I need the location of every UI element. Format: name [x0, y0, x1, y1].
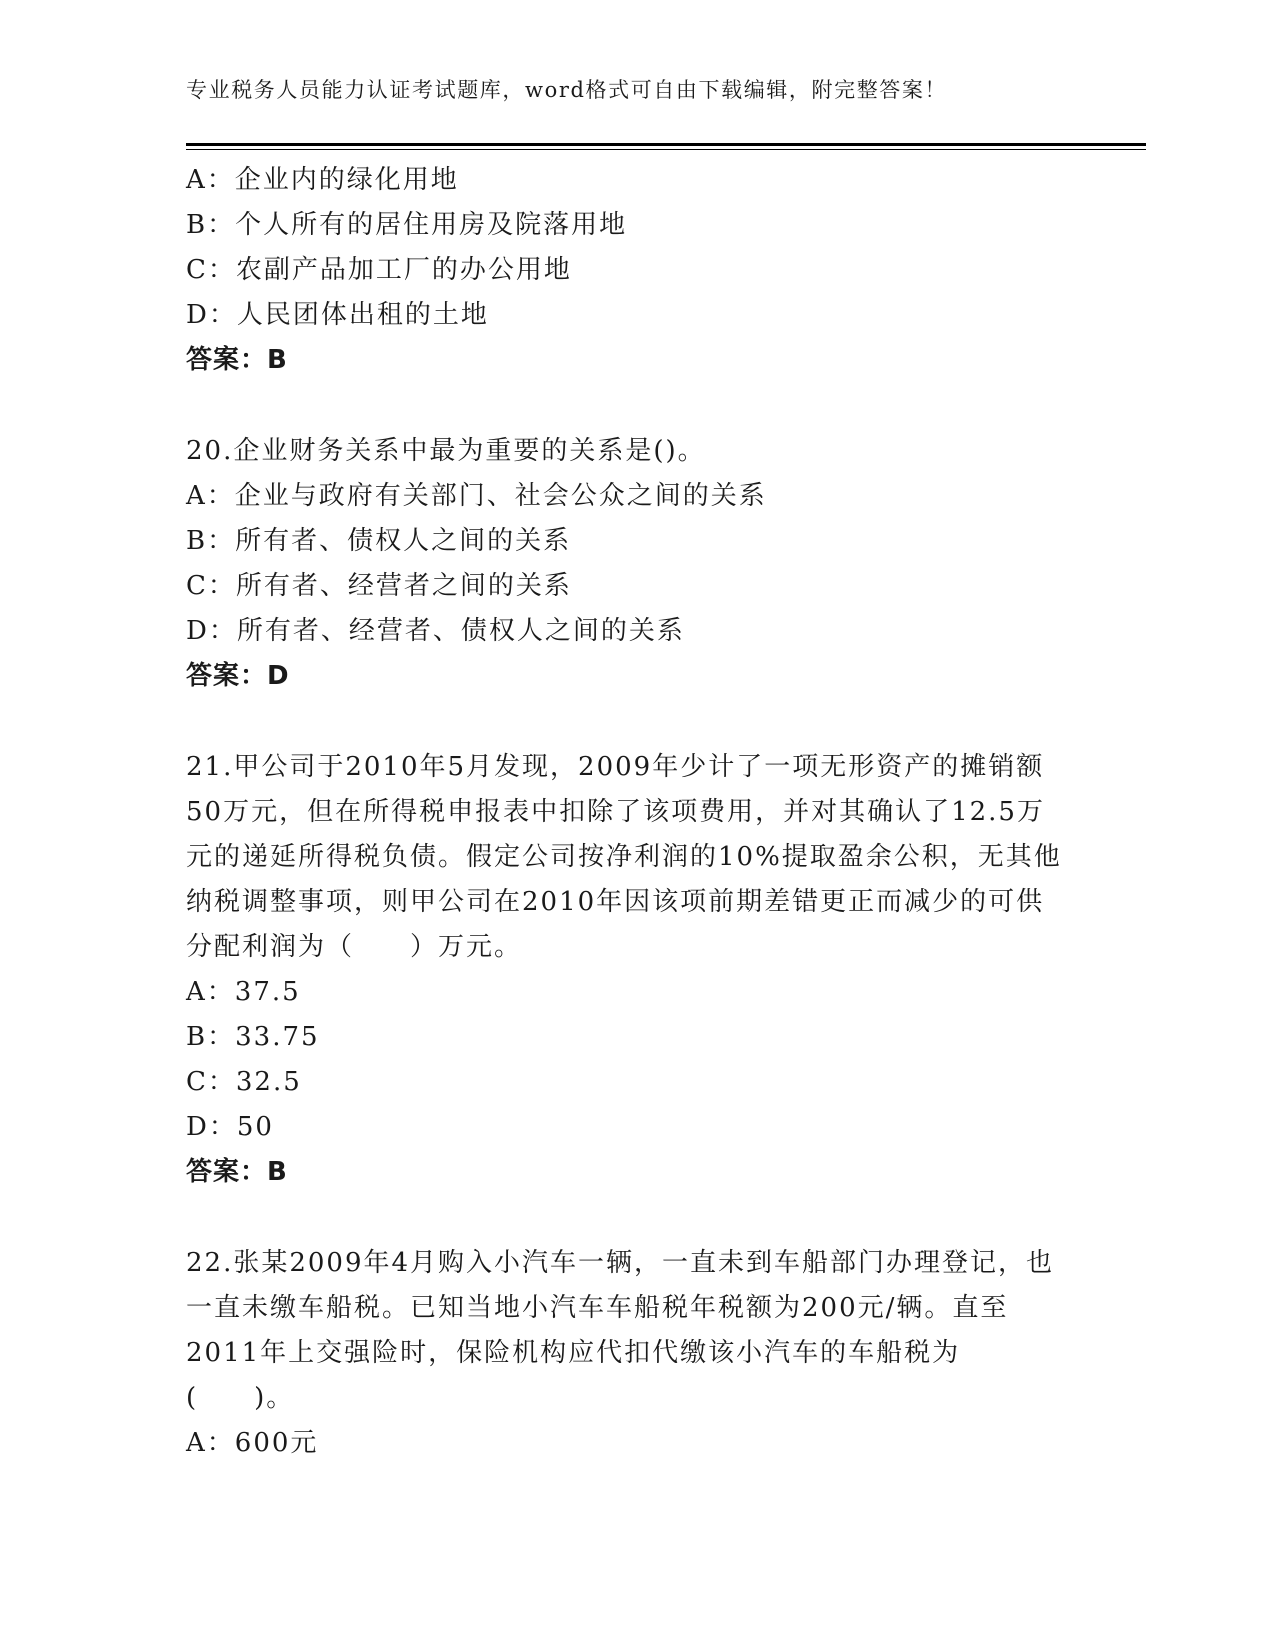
answer: 答案：D	[186, 661, 290, 691]
header-rule-thick	[186, 143, 1146, 146]
answer: 答案：B	[186, 1157, 288, 1187]
option-c: C：所有者、经营者之间的关系	[186, 571, 572, 601]
option-b: B：个人所有的居住用房及院落用地	[186, 210, 628, 240]
question-text: 22.张某2009年4月购入小汽车一辆，一直未到车船部门办理登记，也一直未缴车船税。已知当地小汽车车船税年税额为200元/辆。直至2011年上交强险时，保险机构应代扣代缴该小汽车的车船税为( )。	[186, 1248, 1055, 1413]
page-header: 专业税务人员能力认证考试题库，word格式可自由下载编辑，附完整答案！	[186, 78, 948, 102]
question-text: 20.企业财务关系中最为重要的关系是()。	[186, 436, 706, 466]
option-a: A：37.5	[186, 977, 301, 1007]
option-c: C：32.5	[186, 1067, 302, 1097]
option-d: D：所有者、经营者、债权人之间的关系	[186, 616, 685, 646]
option-d: D：50	[186, 1112, 274, 1142]
option-d: D：人民团体出租的土地	[186, 300, 489, 330]
option-c: C：农副产品加工厂的办公用地	[186, 255, 572, 285]
option-a: A：600元	[186, 1428, 319, 1458]
option-b: B：所有者、债权人之间的关系	[186, 526, 572, 556]
option-a: A：企业内的绿化用地	[186, 165, 459, 195]
header-rule-thin	[186, 149, 1146, 150]
spacer	[186, 699, 1086, 745]
question-19-block	[186, 158, 1086, 383]
question-22-block	[186, 1241, 1086, 1466]
option-b: B：33.75	[186, 1022, 320, 1052]
question-text: 21.甲公司于2010年5月发现，2009年少计了一项无形资产的摊销额50万元，但在所得税申报表中扣除了该项费用，并对其确认了12.5万元的递延所得税负债。假定公司按净利润的10%提取盈余公积，无其他纳税调整事项，则甲公司在2010年因该项前期差错更正而减少的可供分配利润为（ ）万元。	[186, 752, 1062, 962]
question-21-block	[186, 745, 1086, 1195]
spacer	[186, 1195, 1086, 1241]
spacer	[186, 383, 1086, 429]
option-a: A：企业与政府有关部门、社会公众之间的关系	[186, 481, 767, 511]
question-20-block	[186, 429, 1086, 699]
document-body	[186, 158, 1086, 1466]
answer: 答案：B	[186, 345, 288, 375]
